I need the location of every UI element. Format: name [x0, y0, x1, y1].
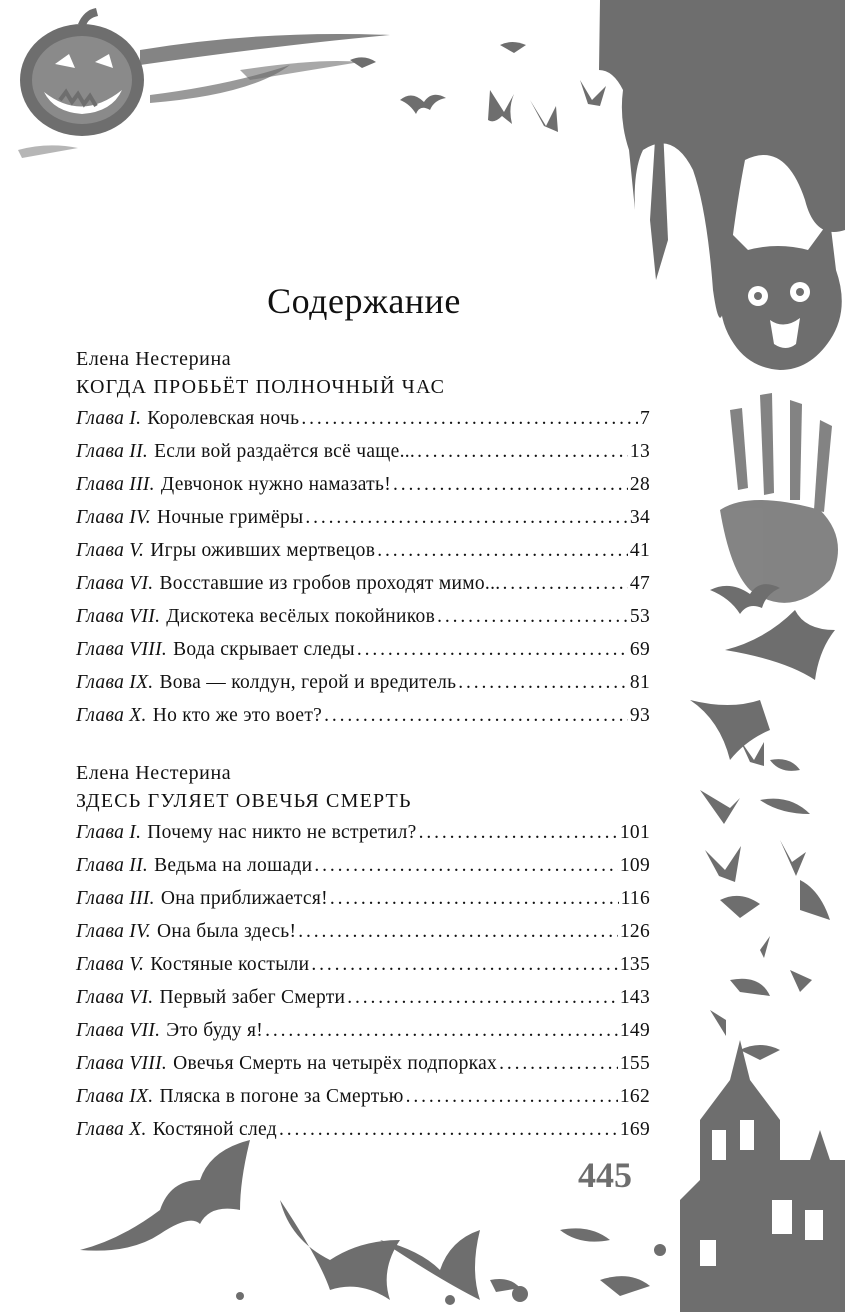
page-number: 169 [619, 1119, 650, 1140]
toc-entry[interactable] [76, 402, 650, 435]
bat-icon [80, 1140, 650, 1300]
page-number: 81 [629, 672, 650, 693]
chapter-title: Это буду я! [166, 1020, 264, 1041]
toc-section-2 [76, 760, 650, 1146]
toc-entry[interactable] [76, 666, 650, 699]
dot-leader [265, 1014, 618, 1047]
chapter-title: Вода скрывает следы [173, 639, 355, 660]
book-title: ЗДЕСЬ ГУЛЯЕТ ОВЕЧЬЯ СМЕРТЬ [76, 790, 412, 812]
toc-entry[interactable] [76, 534, 650, 567]
chapter-number: Глава IV. [76, 507, 151, 528]
chapter-number: Глава X. [76, 1119, 147, 1140]
toc-entry[interactable] [76, 849, 650, 882]
chapter-number: Глава V. [76, 954, 145, 975]
dot-leader [314, 849, 618, 882]
chapter-number: Глава III. [76, 474, 155, 495]
chapter-title: Пляска в погоне за Смертью [159, 1086, 404, 1107]
page-number: 53 [629, 606, 650, 627]
dot-leader [499, 1047, 618, 1080]
dot-leader [502, 567, 627, 600]
page-number: 155 [619, 1053, 650, 1074]
page-number: 7 [639, 408, 650, 429]
toc-entry[interactable] [76, 882, 650, 915]
chapter-title: Овечья Смерть на четырёх подпорках [173, 1053, 498, 1074]
chapter-title: Ночные гримёры [156, 507, 304, 528]
chapter-title: Она была здесь! [156, 921, 297, 942]
chapter-number: Глава VIII. [76, 1053, 168, 1074]
toc-entry[interactable] [76, 1047, 650, 1080]
dot-leader [330, 882, 619, 915]
chapter-number: Глава VI. [76, 987, 154, 1008]
toc-entry[interactable] [76, 567, 650, 600]
chapter-number: Глава I. [76, 822, 142, 843]
dot-leader [393, 468, 628, 501]
dot-leader [458, 666, 628, 699]
bat-icon [690, 584, 835, 1060]
page-number: 93 [629, 705, 650, 726]
dot-leader [437, 600, 628, 633]
chapter-number: Глава VII. [76, 1020, 161, 1041]
toc-entry[interactable] [76, 600, 650, 633]
chapter-number: Глава X. [76, 705, 147, 726]
dot-leader [311, 948, 617, 981]
toc-section-1 [76, 346, 650, 732]
page-number: 41 [629, 540, 650, 561]
toc-entry[interactable] [76, 915, 650, 948]
chapter-title: Игры оживших мертвецов [150, 540, 376, 561]
page-number: 13 [629, 441, 650, 462]
chapter-number: Глава VII. [76, 606, 161, 627]
toc-entry[interactable] [76, 633, 650, 666]
chapter-title: Восставшие из гробов проходят мимо... [159, 573, 501, 594]
chapter-number: Глава V. [76, 540, 145, 561]
toc-entry[interactable] [76, 1080, 650, 1113]
toc-entry[interactable] [76, 699, 650, 732]
dot-leader [419, 816, 618, 849]
dot-leader [298, 915, 618, 948]
page-number: 28 [629, 474, 650, 495]
chapter-number: Глава III. [76, 888, 155, 909]
dot-leader [301, 402, 638, 435]
chapter-number: Глава I. [76, 408, 142, 429]
page-number: 116 [620, 888, 650, 909]
page-number: 149 [619, 1020, 650, 1041]
page-title: Содержание [267, 281, 461, 321]
author-name: Елена Нестерина [76, 762, 232, 784]
chapter-number: Глава II. [76, 441, 149, 462]
chapter-title: Если вой раздаётся всё чаще... [154, 441, 416, 462]
chapter-title: Королевская ночь [147, 408, 300, 429]
page-number: 47 [629, 573, 650, 594]
page-number: 109 [619, 855, 650, 876]
pumpkin-icon [20, 8, 144, 136]
page-number: 34 [629, 507, 650, 528]
bat-icon [350, 42, 606, 132]
chapter-title: Девчонок нужно намазать! [160, 474, 391, 495]
chapter-title: Дискотека весёлых покойников [166, 606, 436, 627]
book-title: КОГДА ПРОБЬЁТ ПОЛНОЧНЫЙ ЧАС [76, 376, 446, 398]
page-number: 101 [619, 822, 650, 843]
dot-leader [279, 1113, 618, 1146]
dot-leader [305, 501, 627, 534]
page-number: 126 [619, 921, 650, 942]
chapter-number: Глава IX. [76, 1086, 154, 1107]
chapter-title: Она приближается! [160, 888, 328, 909]
dot-leader [357, 633, 628, 666]
dot-leader [406, 1080, 618, 1113]
dot-leader [417, 435, 628, 468]
chapter-title: Первый забег Смерти [159, 987, 346, 1008]
author-name: Елена Нестерина [76, 348, 232, 370]
dot-leader [347, 981, 618, 1014]
toc-entry[interactable] [76, 501, 650, 534]
toc-entry[interactable] [76, 1014, 650, 1047]
page-number-footer: 445 [578, 1155, 632, 1195]
cat-icon [721, 220, 842, 370]
chapter-number: Глава IV. [76, 921, 151, 942]
chapter-title: Костяные костыли [150, 954, 310, 975]
chapter-title: Костяной след [152, 1119, 277, 1140]
page-number: 69 [629, 639, 650, 660]
chapter-number: Глава II. [76, 855, 149, 876]
chapter-title: Почему нас никто не встретил? [147, 822, 417, 843]
toc-entry[interactable] [76, 1113, 650, 1146]
chapter-title: Вова — колдун, герой и вредитель [159, 672, 457, 693]
toc-entry[interactable] [76, 981, 650, 1014]
dot-leader [324, 699, 628, 732]
chapter-title: Ведьма на лошади [154, 855, 313, 876]
page-number: 162 [619, 1086, 650, 1107]
page-number: 135 [619, 954, 650, 975]
dot-leader [377, 534, 628, 567]
toc-entry[interactable] [76, 816, 650, 849]
chapter-number: Глава IX. [76, 672, 154, 693]
toc-entry[interactable] [76, 435, 650, 468]
chapter-number: Глава VIII. [76, 639, 168, 660]
handprint-icon [720, 393, 838, 603]
toc-entry[interactable] [76, 948, 650, 981]
page-number: 143 [619, 987, 650, 1008]
chapter-title: Но кто же это воет? [152, 705, 323, 726]
castle-icon [680, 1040, 845, 1312]
chapter-number: Глава VI. [76, 573, 154, 594]
toc-entry[interactable] [76, 468, 650, 501]
